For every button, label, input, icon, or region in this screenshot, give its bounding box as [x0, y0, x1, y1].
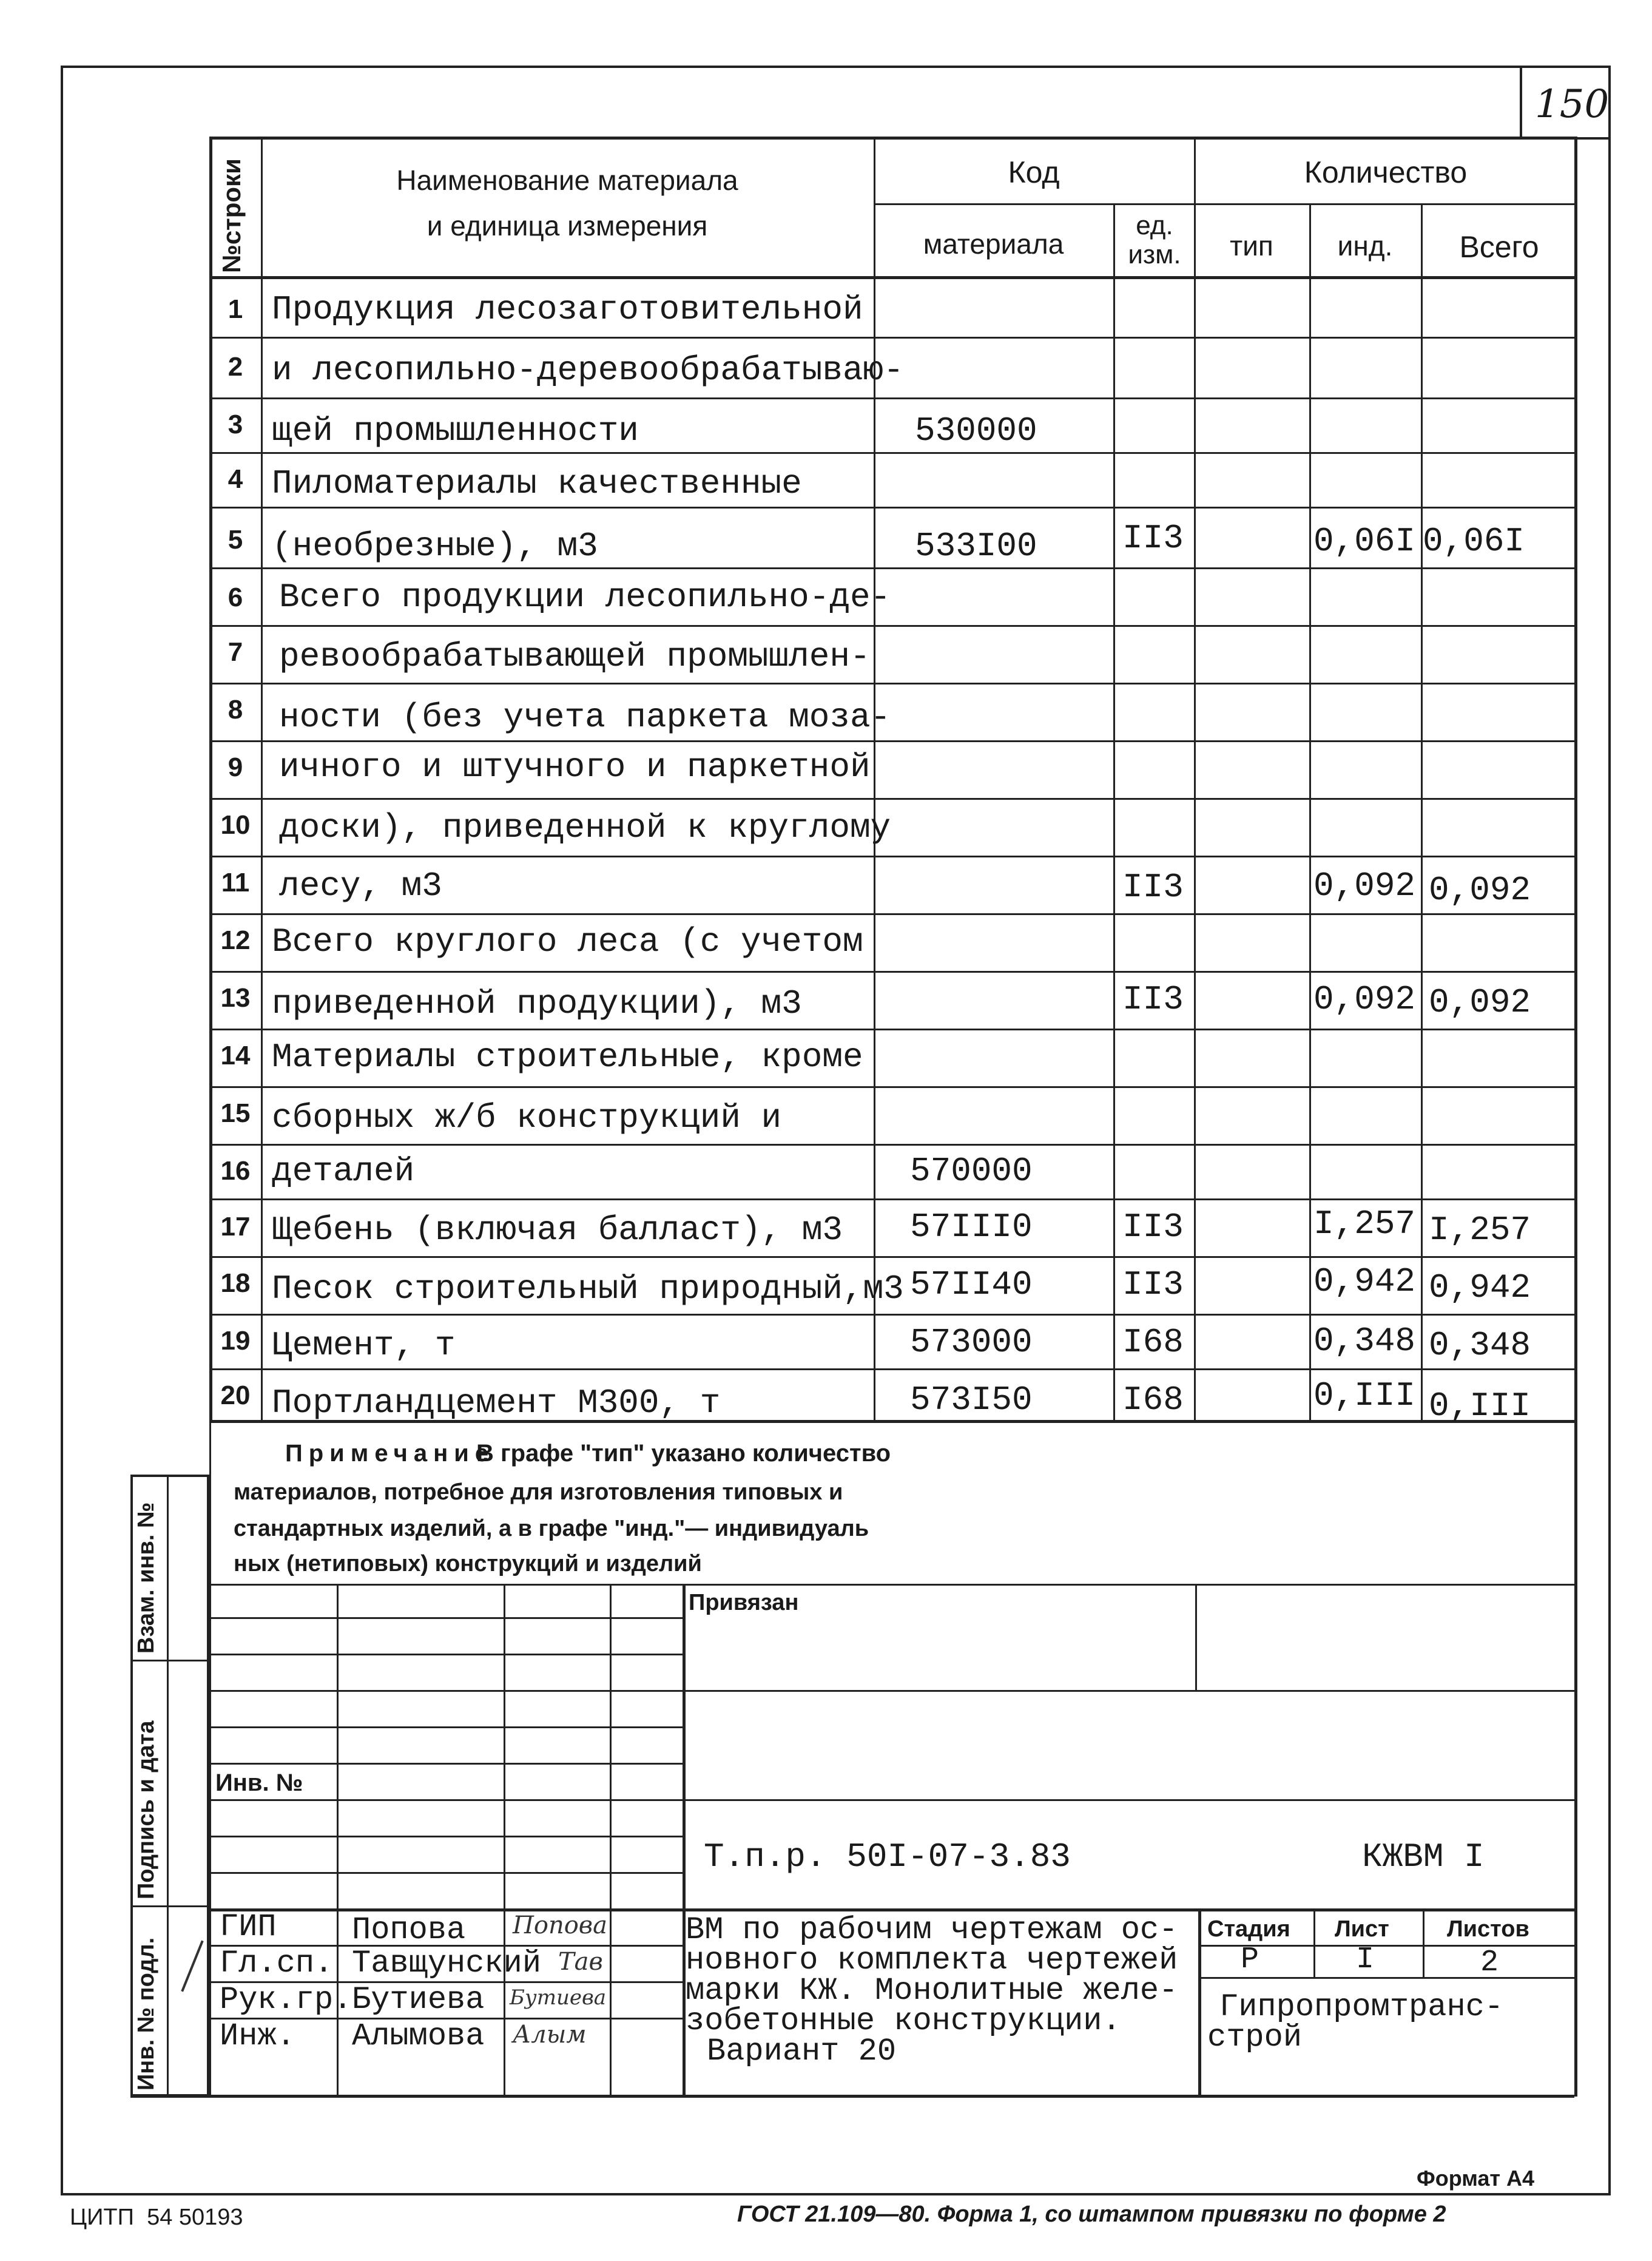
row-ind: 0,092: [1313, 980, 1416, 1019]
inv-no-label: Инв. №: [215, 1769, 303, 1796]
side-label-podpis: Подпись и дата: [133, 1720, 159, 1899]
row-ind: 0,092: [1313, 867, 1416, 905]
row-unit: I68: [1122, 1323, 1184, 1362]
stamp-col-3: [610, 1584, 612, 2097]
sheets-label: Листов: [1447, 1916, 1529, 1942]
row-number: 14: [220, 1041, 251, 1070]
code-group-header: Код: [1008, 155, 1060, 189]
row-line: [209, 798, 1577, 800]
row-name: Продукция лесозаготовительной: [272, 290, 863, 329]
code-unit-header: ед. изм.: [1128, 211, 1181, 269]
name-header-line1: Наименование материала: [396, 164, 738, 196]
person-signature: Тав: [558, 1948, 603, 1976]
row-number: 3: [228, 410, 243, 439]
stamp-row: [209, 1654, 683, 1655]
row-line: [209, 1198, 1577, 1200]
qty-group-header: Количество: [1304, 155, 1468, 189]
row-unit: I68: [1122, 1381, 1184, 1419]
side-split-2: [130, 1905, 209, 1907]
col-line-type: [1309, 203, 1311, 1423]
row-name: Всего продукции лесопильно-де-: [279, 578, 891, 617]
note-title: Примечание: [285, 1440, 495, 1467]
row-name: доски), приведенной к круглому: [279, 808, 891, 847]
row-number: 2: [228, 352, 243, 382]
col-line-code: [1113, 203, 1115, 1423]
stamp-bottom: [130, 2095, 1574, 2098]
row-line: [209, 740, 1577, 742]
row-line: [209, 1144, 1577, 1146]
code-material-header: материала: [923, 228, 1064, 260]
row-total: 0,092: [1429, 871, 1531, 910]
qty-total-header: Всего: [1459, 230, 1539, 264]
col-line-name: [874, 137, 875, 1423]
row-name: Портландцемент М300, т: [272, 1384, 721, 1422]
title-line: новного комплекта чертежей: [686, 1942, 1178, 1978]
row-code: 573I50: [910, 1381, 1033, 1419]
row-number: 6: [228, 583, 243, 612]
row-total: 0,06I: [1423, 522, 1525, 561]
row-line: [209, 683, 1577, 684]
row-code: 570000: [910, 1152, 1033, 1191]
col-line-ind: [1421, 203, 1423, 1423]
stage-label: Стадия: [1207, 1916, 1290, 1942]
row-line: [209, 913, 1577, 915]
row-ind: 0,942: [1313, 1262, 1416, 1301]
row-name: ичного и штучного и паркетной: [279, 748, 871, 786]
row-number: 1: [228, 294, 243, 324]
stamp-col-2: [504, 1584, 505, 2097]
row-name: Материалы строительные, кроме: [272, 1038, 863, 1076]
stamp-row: [209, 1690, 1574, 1692]
row-unit: II3: [1122, 980, 1184, 1019]
row-total: 0,942: [1429, 1268, 1531, 1307]
privyazan-label: Привязан: [689, 1590, 799, 1615]
title-line: марки КЖ. Монолитные желе-: [686, 1973, 1178, 2009]
side-label-inv: Инв. № подл.: [133, 1937, 159, 2090]
row-number: 18: [220, 1268, 251, 1298]
row-name: лесу, м3: [279, 867, 442, 905]
row-name: ности (без учета паркета моза-: [279, 698, 891, 737]
side-label-vzam: Взам. инв. №: [133, 1502, 159, 1654]
row-line: [209, 1368, 1577, 1370]
stage-value: Р: [1241, 1942, 1259, 1977]
row-name: Всего круглого леса (с учетом: [272, 922, 863, 961]
stage-col-1: [1313, 1908, 1315, 1978]
row-code: 530000: [915, 411, 1037, 450]
person-name: Тавщунский: [352, 1945, 542, 1981]
row-number: 10: [220, 810, 251, 840]
row-unit: II3: [1122, 868, 1184, 907]
stamp-top: [209, 1584, 1574, 1586]
row-total: 0,092: [1429, 983, 1531, 1022]
person-name: Бутиева: [352, 1982, 485, 2018]
stamp-row: [209, 1799, 1574, 1801]
row-line: [209, 1314, 1577, 1316]
row-code: 57II40: [910, 1265, 1033, 1304]
header-divider-upper: [874, 203, 1577, 205]
title-line: зобетонные конструкции.: [686, 2003, 1121, 2039]
row-name: и лесопильно-деревообрабатываю-: [272, 351, 904, 390]
person-role: Инж.: [220, 2018, 295, 2054]
note-line3: стандартных изделий, а в графе "инд."— индивидуаль: [234, 1516, 869, 1541]
stamp-row: [209, 1872, 683, 1874]
doc-mark: КЖВМ I: [1362, 1837, 1485, 1876]
gost-footer: ГОСТ 21.109—80. Форма 1, со штампом привязки по форме 2: [737, 2202, 1446, 2227]
row-ind: 0,348: [1313, 1322, 1416, 1360]
row-name: приведенной продукции), м3: [272, 984, 802, 1023]
col-line-num: [261, 137, 263, 1423]
row-line: [209, 625, 1577, 627]
row-total: 0,III: [1429, 1387, 1531, 1425]
row-line: [209, 856, 1577, 857]
row-line: [209, 971, 1577, 973]
person-role: Рук.гр.: [220, 1982, 352, 2018]
person-role: Гл.сп.: [220, 1945, 334, 1981]
row-line: [209, 452, 1577, 454]
row-number: 4: [228, 464, 243, 494]
row-line: [209, 337, 1577, 339]
row-line: [209, 507, 1577, 509]
stamp-col-1: [337, 1584, 339, 2097]
note-line4: ных (нетиповых) конструкций и изделий: [234, 1551, 702, 1577]
note-line1: В графе "тип" указано количество: [476, 1440, 891, 1467]
side-divider: [167, 1475, 169, 2097]
row-name: деталей: [272, 1152, 415, 1191]
stamp-row: [209, 1617, 683, 1619]
title-line: Вариант 20: [707, 2033, 897, 2069]
row-ind: 0,06I: [1313, 522, 1416, 561]
note-line2: материалов, потребное для изготовления типовых и: [234, 1479, 843, 1505]
col-line-unit: [1194, 137, 1196, 1423]
person-signature: Бутиева: [510, 1986, 607, 2010]
sheet-label: Лист: [1335, 1916, 1389, 1942]
row-ind: I,257: [1313, 1205, 1416, 1243]
stamp-row: [209, 1836, 683, 1837]
row-number: 13: [220, 983, 251, 1013]
person-name: Попова: [352, 1912, 466, 1948]
row-name: сборных ж/б конструкций и: [272, 1098, 782, 1137]
stage-block-left: [1198, 1908, 1201, 2097]
row-name: Песок строительный природный,м3: [272, 1269, 904, 1308]
person-role: ГИП: [220, 1909, 277, 1945]
row-name: ревообрабатывающей промышлен-: [279, 637, 871, 676]
stamp-row: [209, 1763, 683, 1765]
row-number: 9: [228, 752, 243, 782]
row-name: Щебень (включая балласт), м3: [272, 1211, 843, 1249]
stamp-row: [209, 1726, 683, 1728]
sheet-value: I: [1356, 1942, 1375, 1977]
row-name: Пиломатериалы качественные: [272, 464, 802, 503]
sheets-value: 2: [1480, 1945, 1499, 1980]
person-name: Алымова: [352, 2018, 485, 2054]
row-number: 16: [220, 1156, 251, 1186]
note-right-border: [1574, 1423, 1577, 2097]
header-bottom: [209, 276, 1577, 279]
title-line: ВМ по рабочим чертежам ос-: [686, 1912, 1178, 1948]
row-number: 15: [220, 1098, 251, 1128]
qty-ind-header: инд.: [1337, 230, 1393, 262]
row-unit: II3: [1122, 1265, 1184, 1304]
row-number: 5: [228, 525, 243, 555]
person-signature: Алым: [513, 2021, 587, 2049]
page-number: 150: [1535, 82, 1610, 127]
qty-type-header: тип: [1230, 230, 1273, 262]
stamp-col-privyazan: [1195, 1584, 1197, 1690]
row-code: 57III0: [910, 1208, 1033, 1246]
row-total: I,257: [1429, 1211, 1531, 1249]
row-name: (необрезные), м3: [272, 527, 598, 566]
side-split-1: [130, 1660, 209, 1661]
stage-col-2: [1423, 1908, 1424, 1978]
row-name: щей промышленности: [272, 411, 639, 450]
person-signature: Попова: [513, 1911, 607, 1939]
row-line: [209, 1256, 1577, 1258]
row-number: 17: [220, 1212, 251, 1242]
row-total: 0,348: [1429, 1326, 1531, 1365]
row-code: 533I00: [915, 527, 1037, 566]
row-line: [209, 567, 1577, 569]
row-number: 11: [221, 868, 250, 897]
row-code: 573000: [910, 1323, 1033, 1362]
row-number: 12: [220, 925, 251, 955]
stage-row-2: [1198, 1977, 1574, 1979]
footer-left: ЦИТП 54 50193: [70, 2205, 243, 2230]
row-line: [209, 397, 1577, 399]
org-name: Гипропромтранс-: [1219, 1989, 1504, 2025]
row-unit: II3: [1122, 1208, 1184, 1246]
format-label: Формат А4: [1417, 2166, 1535, 2191]
row-name: Цемент, т: [272, 1326, 456, 1365]
row-number: 7: [228, 637, 243, 667]
row-number-header: №строки: [217, 158, 246, 273]
row-unit: II3: [1122, 519, 1184, 558]
row-number: 20: [220, 1381, 251, 1410]
name-header-line2: и единица измерения: [426, 210, 708, 242]
row-ind: 0,III: [1313, 1376, 1416, 1415]
row-number: 19: [220, 1326, 251, 1356]
note-left-border: [209, 1423, 211, 2097]
row-line: [209, 1029, 1577, 1030]
org-name-2: строй: [1207, 2019, 1303, 2055]
doc-code: Т.п.р. 50I-07-3.83: [704, 1837, 1071, 1876]
row-line: [209, 1086, 1577, 1088]
row-number: 8: [228, 695, 243, 725]
stamp-row: [209, 1908, 1574, 1911]
